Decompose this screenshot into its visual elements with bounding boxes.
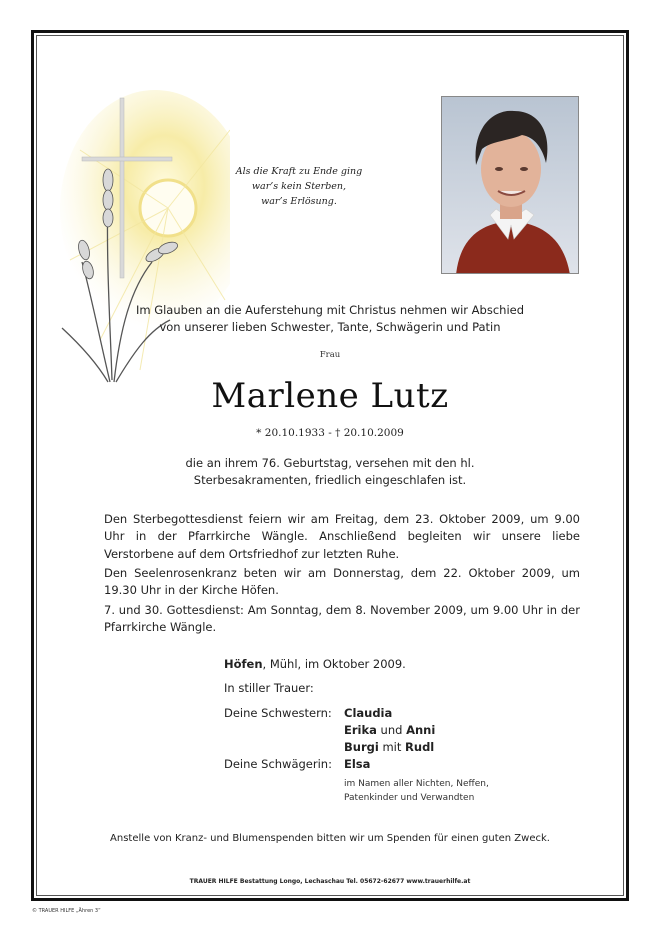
quote-line: war’s kein Sterben,	[251, 181, 347, 192]
rosary-paragraph: Den Seelenrosenkranz beten wir am Donnerstag, dem 22. Oktober 2009, um 19.30 Uhr in der Kirche Höfen.	[104, 566, 580, 598]
mourner-joiner: mit	[378, 740, 406, 754]
memorial-quote	[210, 164, 388, 209]
mourner-name: Burgi	[344, 740, 379, 754]
mourner-row	[224, 722, 435, 739]
cross-wheat-illustration	[40, 90, 230, 400]
mourners-list	[224, 705, 435, 773]
place-rest: , Mühl, im Oktober 2009.	[262, 657, 406, 671]
funeral-paragraph: Den Sterbegottesdienst feiern wir am Freitag, dem 23. Oktober 2009, um 9.00 Uhr in der Pfarrkirche Wängle. Anschließend begleiten wir unsere liebe Verstorbene auf dem Ortsfriedhof zur letzten Ruhe.	[104, 512, 580, 561]
funeral-home-footer: TRAUER HILFE Bestattung Longo, Lechaschau Tel. 05672-62677 www.trauerhilfe.at	[189, 878, 471, 885]
copyright-note: © TRAUER HILFE „Ähren 3“	[32, 908, 101, 914]
intro-line: von unserer lieben Schwester, Tante, Schwägerin und Patin	[159, 320, 501, 334]
intro-line: Im Glauben an die Auferstehung mit Christus nehmen wir Abschied	[135, 303, 525, 317]
extended-family-line: im Namen aller Nichten, Neffen,	[344, 779, 489, 789]
mourner-partner: Anni	[406, 723, 436, 737]
masses-paragraph: 7. und 30. Gottesdienst: Am Sonntag, dem 8. November 2009, um 9.00 Uhr in der Pfarrkirche Wängle.	[104, 603, 580, 635]
mourner-name: Claudia	[344, 706, 393, 720]
sisters-label: Deine Schwestern:	[224, 706, 332, 720]
portrait-photo	[441, 96, 579, 274]
deceased-name: Marlene Lutz	[211, 376, 449, 416]
sisters-in-law-label: Deine Schwägerin:	[224, 757, 332, 771]
quote-line: Als die Kraft zu Ende ging	[235, 166, 363, 177]
mourner-row	[224, 705, 435, 722]
mourner-row	[224, 756, 435, 773]
donation-note: Anstelle von Kranz- und Blumenspenden bitten wir um Spenden für einen guten Zweck.	[110, 833, 550, 844]
mourner-joiner: und	[376, 723, 407, 737]
death-text	[120, 455, 540, 489]
life-dates: * 20.10.1933 - † 20.10.2009	[256, 427, 404, 439]
place-town: Höfen	[224, 657, 263, 671]
in-mourning-label: In stiller Trauer:	[224, 681, 314, 695]
place-date	[224, 657, 406, 671]
death-text-line: Sterbesakramenten, friedlich eingeschlafen ist.	[193, 473, 467, 487]
intro-text	[100, 302, 560, 336]
mourner-row	[224, 739, 435, 756]
mourner-name: Erika	[344, 723, 377, 737]
salutation: Frau	[319, 350, 341, 360]
death-text-line: die an ihrem 76. Geburtstag, versehen mit den hl.	[185, 456, 475, 470]
mourner-name: Elsa	[344, 757, 371, 771]
extended-family-line: Patenkinder und Verwandten	[344, 793, 475, 803]
mourner-partner: Rudl	[405, 740, 435, 754]
quote-line: war’s Erlösung.	[261, 196, 337, 207]
extended-family	[344, 777, 489, 805]
